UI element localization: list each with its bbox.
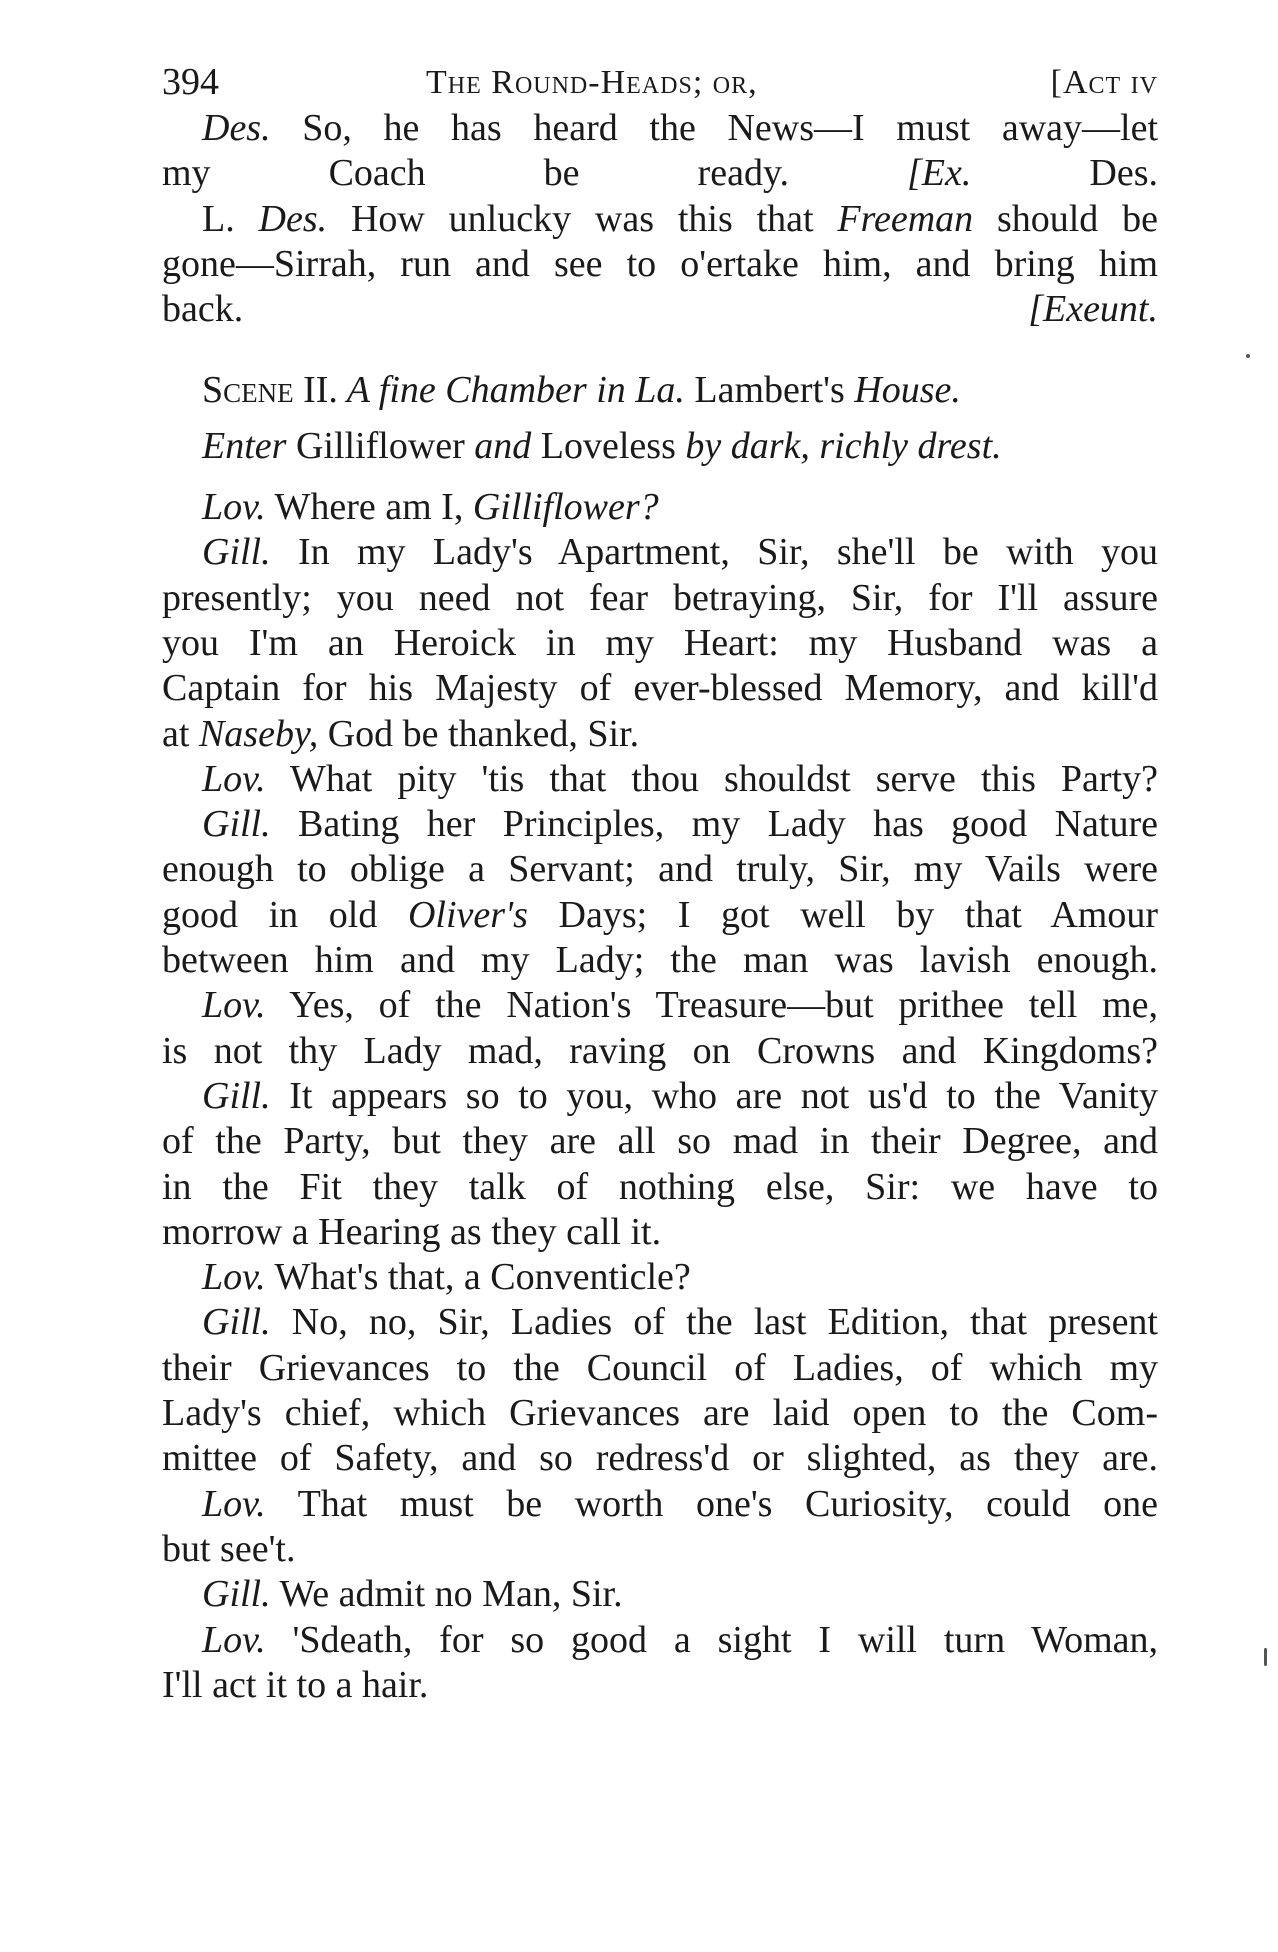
text-line: Gill. It appears so to you, who are not us'd to the Vanity [202,1074,1158,1117]
text-line: gone—Sirrah, run and see to o'ertake him, and bring him [162,242,1158,285]
text-line: mittee of Safety, and so redress'd or slighted, as they are. [162,1437,1158,1480]
running-title: The Round-Heads; or, [426,64,758,101]
text-line: presently; you need not fear betraying, Sir, for I'll assure [162,576,1158,619]
text-line: Captain for his Majesty of ever-blessed Memory, and kill'd [162,667,1158,710]
speaker: Gill. [202,1074,271,1117]
print-speck [1246,354,1250,358]
entrance-direction: Enter Gilliflower and Loveless by dark, richly drest. [202,424,1002,467]
text-line: good in old Oliver's Days; I got well by that Amour [162,893,1158,936]
text-line: Lov. Yes, of the Nation's Treasure—but prithee tell me, [202,984,1158,1027]
text-line: Gill. Bating her Principles, my Lady has good Nature [202,803,1158,846]
speaker: Lov. [202,1618,266,1661]
speaker: Gill. [202,1301,271,1344]
speaker: Gill. [202,531,271,574]
book-page [162,52,1158,1708]
text-line: morrow a Hearing as they call it. [162,1210,662,1253]
text-line: enough to oblige a Servant; and truly, Sir, my Vails were [162,848,1158,891]
text-line: Lov. What's that, a Conventicle? [202,1256,691,1299]
text-line: is not thy Lady mad, raving on Crowns and Kingdoms? [162,1029,1158,1072]
text-line: Lov. What pity 'tis that thou shouldst serve this Party? [202,757,1158,800]
speaker: Gill. [202,803,271,846]
speaker: Des. [202,107,271,149]
text-line: Des. So, he has heard the News—I must away—let [202,107,1158,149]
text-line: but see't. [162,1527,296,1570]
text-line: Lov. Where am I, Gilliflower? [202,486,659,529]
scene-heading: Scene II. A fine Chamber in La. Lambert's House. [202,369,961,412]
act-label: [Act iv [1050,64,1158,101]
speaker: Lov. [202,984,266,1027]
speaker: Lov. [202,486,266,529]
text-line: you I'm an Heroick in my Heart: my Husband was a [162,621,1158,664]
text-line: Lov. That must be worth one's Curiosity, could one [202,1482,1158,1525]
running-header [162,52,1158,106]
text-line: I'll act it to a hair. [162,1663,429,1706]
print-speck [1264,1648,1267,1666]
text-line: Lov. 'Sdeath, for so good a sight I will turn Woman, [202,1618,1158,1661]
speaker: L. Des. [202,197,328,240]
speaker: Lov. [202,757,266,800]
text-line: in the Fit they talk of nothing else, Sir: we have to [162,1165,1158,1208]
text-line: their Grievances to the Council of Ladies, of which my [162,1346,1158,1389]
speaker: Gill. [202,1573,271,1616]
text-line: L. Des. How unlucky was this that Freeman should be [202,197,1158,240]
text-line: between him and my Lady; the man was lavish enough. [162,939,1158,982]
text-line: Gill. No, no, Sir, Ladies of the last Edition, that present [202,1301,1158,1344]
text-line: my Coach be ready. [Ex. Des. [162,152,1159,195]
text-line: Lady's chief, which Grievances are laid open to the Com- [162,1392,1158,1435]
text-line: Gill. We admit no Man, Sir. [202,1573,623,1616]
stage-direction: [Ex. Des. [907,152,1159,195]
speaker: Lov. [202,1482,266,1525]
text-line: of the Party, but they are all so mad in their Degree, and [162,1120,1158,1163]
text-line: back. [Exeunt. [162,288,1158,331]
speaker: Lov. [202,1256,266,1299]
text-line: Gill. In my Lady's Apartment, Sir, she'll be with you [202,531,1158,574]
page-number: 394 [162,61,219,103]
stage-direction: [Exeunt. [1028,288,1158,331]
text-line: at Naseby, God be thanked, Sir. [162,712,640,755]
